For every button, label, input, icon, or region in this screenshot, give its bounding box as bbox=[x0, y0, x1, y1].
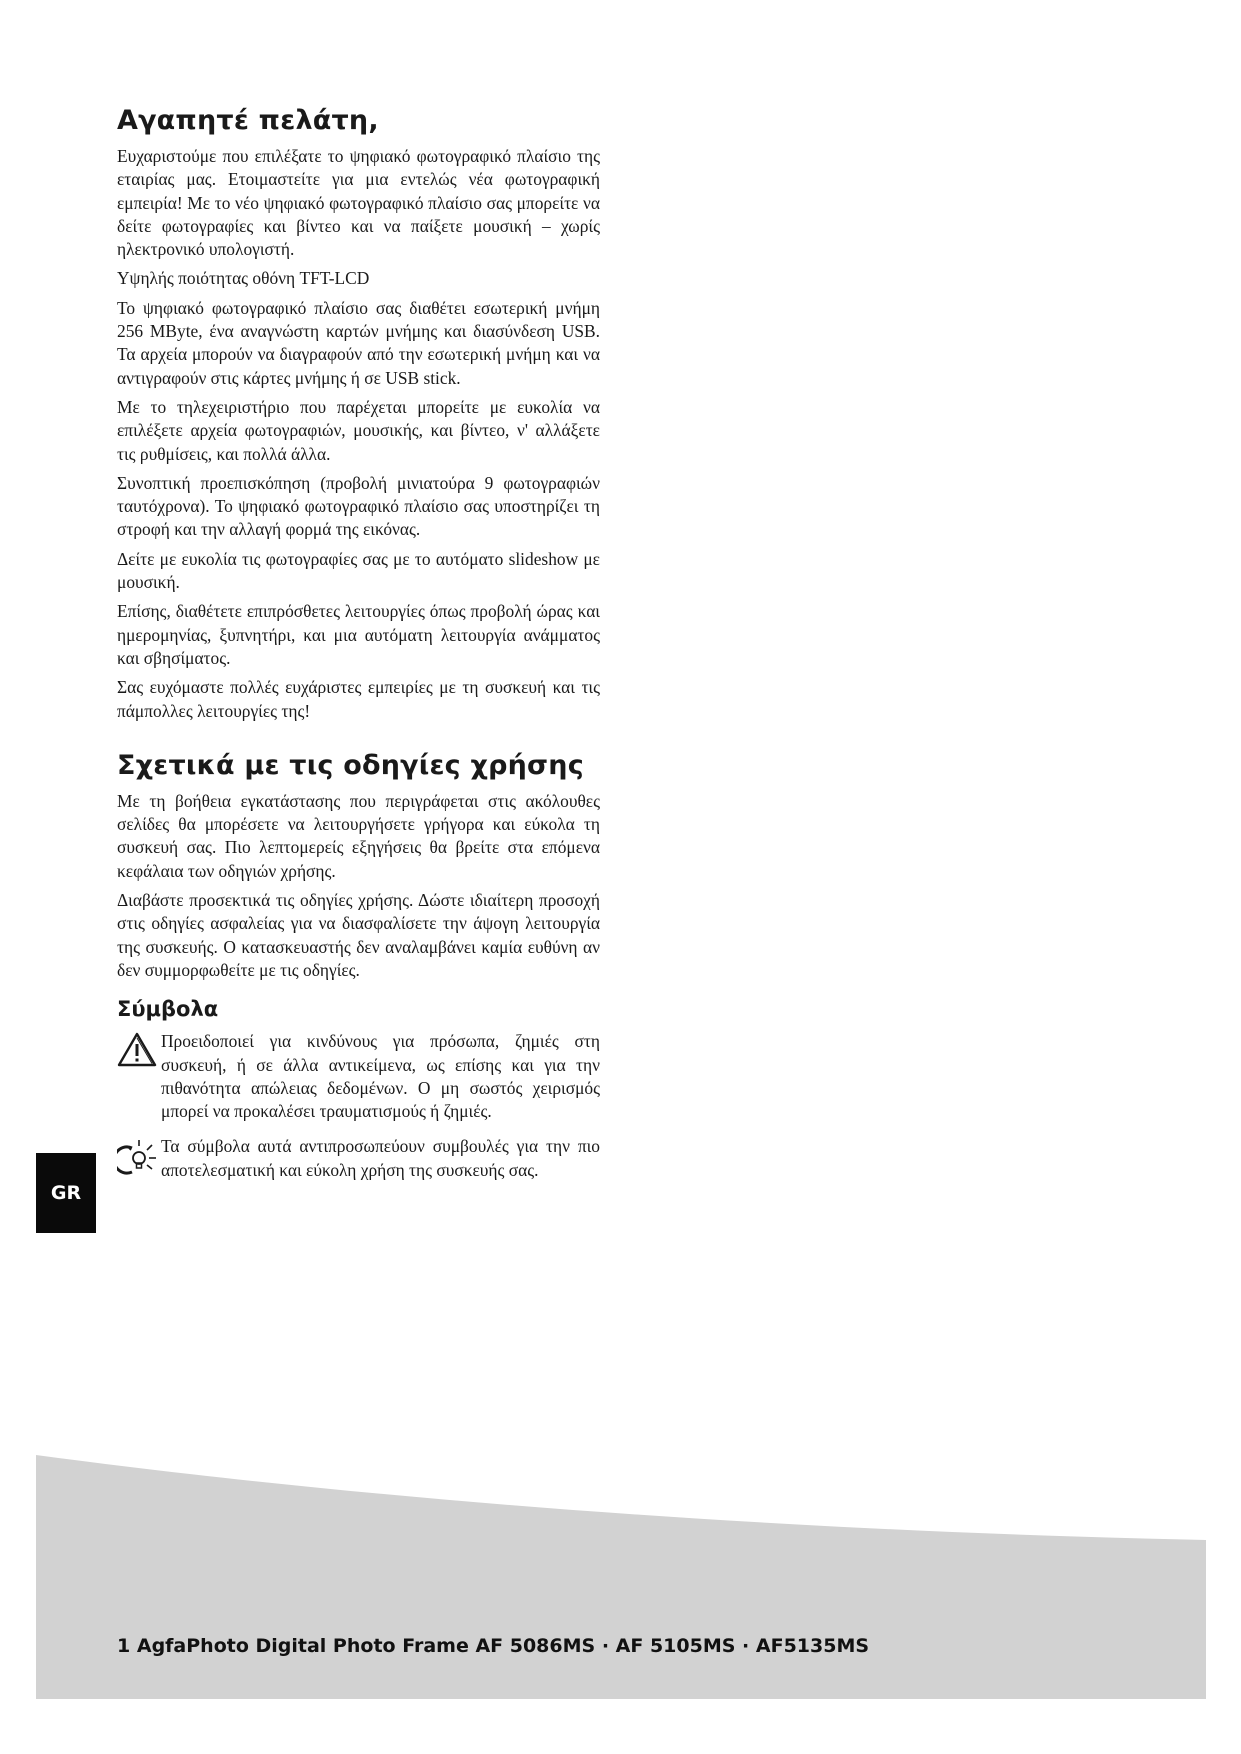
feature-remote: Με το τηλεχειριστήριο που παρέχεται μπορείτε με ευκολία να επιλέξετε αρχεία φωτογραφιών, μουσικής, και βίντεο, ν' αλλάξετε τις ρυθμίσεις, και πολλά άλλα. bbox=[117, 396, 600, 464]
symbol-tip-row bbox=[117, 1135, 600, 1182]
language-tab: GR bbox=[36, 1153, 96, 1233]
feature-memory: Το ψηφιακό φωτογραφικό πλαίσιο σας διαθέτει εσωτερική μνήμη 256 MByte, ένα αναγνώστη καρτών μνήμης και διασύνδεση USB. Τα αρχεία μπορούν να διαγραφούν από την εσωτερική μνήμη και να αντιγραφούν στις κάρτες μνήμης ή σε USB stick. bbox=[117, 297, 600, 388]
footer-product-title: AgfaPhoto Digital Photo Frame AF 5086MS · AF 5105MS · AF5135MS bbox=[136, 1635, 870, 1657]
instructions-paragraph-2: Διαβάστε προσεκτικά τις οδηγίες χρήσης. Δώστε ιδιαίτερη προσοχή στις οδηγίες ασφαλείας για να διασφαλίσετε την άψογη λειτουργία της συσκευής. Ο κατασκευαστής δεν αναλαμβάνει καμία ευθύνη αν δεν συμμορφωθείτε με τις οδηγίες. bbox=[117, 890, 600, 980]
warning-triangle-icon bbox=[117, 1030, 161, 1073]
feature-extra: Επίσης, διαθέτετε επιπρόσθετες λειτουργίες όπως προβολή ώρας και ημερομηνίας, ξυπνητήρι, και μια αυτόματη λειτουργία ανάμματος και σβησίματος. bbox=[117, 601, 600, 668]
feature-slideshow: Δείτε με ευκολία τις φωτογραφίες σας με το αυτόματο slideshow με μουσική. bbox=[117, 548, 600, 593]
intro-paragraph: Ευχαριστούμε που επιλέξατε το ψηφιακό φωτογραφικό πλαίσιο της εταιρίας μας. Ετοιμαστείτε για μια εντελώς νέα φωτογραφική εμπειρία! Με το νέο ψηφιακό φωτογραφικό πλαίσιο σας μπορείτε να δείτε φωτογραφίες και βίντεο και να παίξετε μουσική – χωρίς ηλεκτρονικό υπολογιστή. bbox=[117, 146, 600, 260]
greeting-title: Αγαπητέ πελάτη, bbox=[117, 105, 379, 136]
instructions-title: Σχετικά με τις οδηγίες χρήσης bbox=[117, 749, 584, 781]
lightbulb-tip-icon bbox=[117, 1135, 161, 1182]
closing-paragraph: Σας ευχόμαστε πολλές ευχάριστες εμπειρίες με τη συσκευή και τις πάμπολλες λειτουργίες της! bbox=[117, 677, 600, 721]
instructions-paragraph-1: Με τη βοήθεια εγκατάστασης που περιγράφεται στις ακόλουθες σελίδες θα μπορέσετε να λειτουργήσετε γρήγορα και εύκολα τη συσκευή σας. Πιο λεπτομερείς εξηγήσεις θα βρείτε στα επόμενα κεφάλαια των οδηγιών χρήσης. bbox=[117, 790, 600, 881]
symbol-warning-row bbox=[117, 1030, 600, 1123]
symbol-tip-text: Τα σύμβολα αυτά αντιπροσωπεύουν συμβουλές για την πιο αποτελεσματική και εύκολη χρήση της συσκευής σας. bbox=[161, 1136, 600, 1180]
footer-text bbox=[117, 1635, 869, 1657]
footer-band bbox=[36, 1455, 1206, 1699]
page-number: 1 bbox=[117, 1635, 131, 1657]
symbols-title: Σύμβολα bbox=[117, 997, 219, 1022]
symbol-warning-text: Προειδοποιεί για κινδύνους για πρόσωπα, ζημιές στη συσκευή, ή σε άλλα αντικείμενα, ως επίσης και για την πιθανότητα απώλειας δεδομένων. Ο μη σωστός χειρισμός μπορεί να προκαλέσει τραυματισμούς ή ζημιές. bbox=[161, 1031, 600, 1122]
feature-display: Υψηλής ποιότητας οθόνη TFT-LCD bbox=[117, 268, 370, 289]
feature-preview: Συνοπτική προεπισκόπηση (προβολή μινιατούρα 9 φωτογραφιών ταυτόχρονα). Το ψηφιακό φωτογραφικό πλαίσιο σας υποστηρίζει τη στροφή και την αλλαγή φορμά της εικόνας. bbox=[117, 472, 600, 540]
main-content bbox=[117, 104, 600, 1194]
